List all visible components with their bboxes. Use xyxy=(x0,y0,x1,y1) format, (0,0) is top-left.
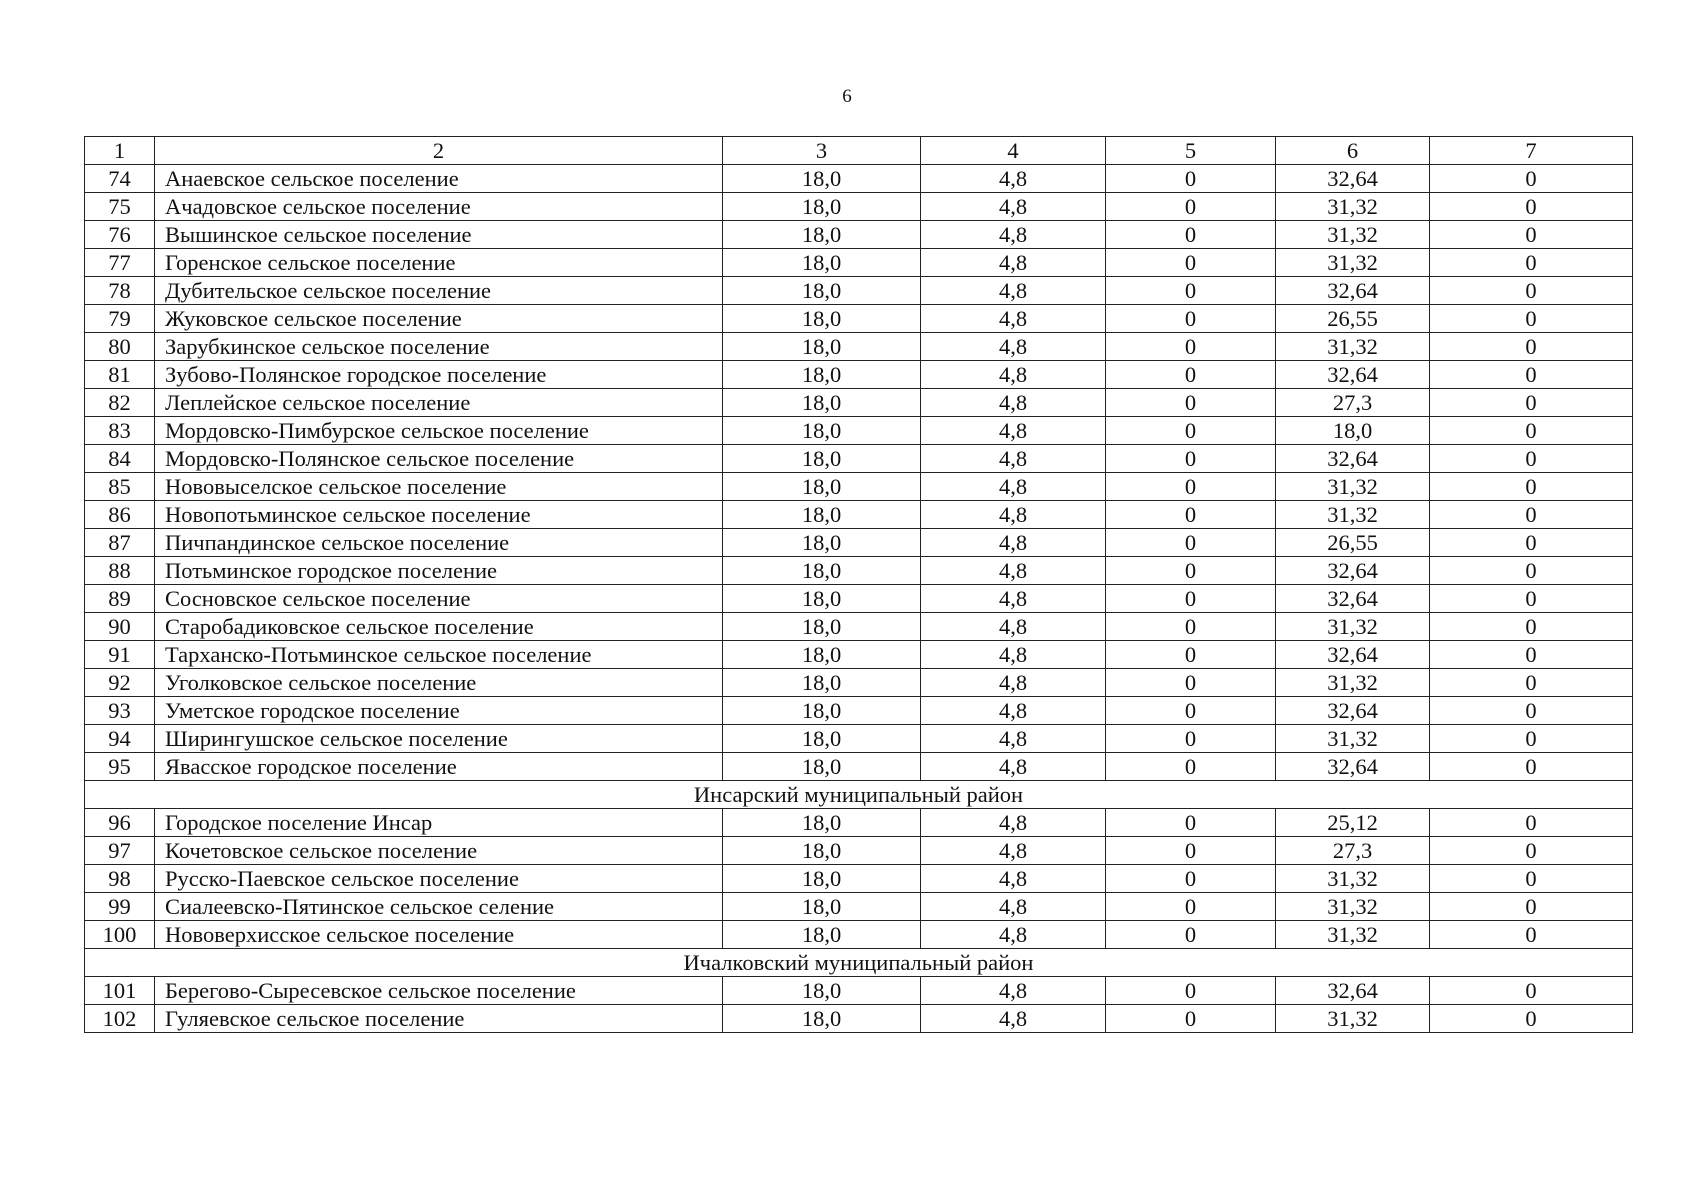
table-body xyxy=(85,165,1633,1033)
table-row xyxy=(85,501,1633,529)
col3-value-cell: 18,0 xyxy=(723,221,921,249)
col3-value-cell: 18,0 xyxy=(723,921,921,949)
col5-value-cell: 0 xyxy=(1106,921,1276,949)
col6-value-cell: 26,55 xyxy=(1276,305,1430,333)
row-number-cell: 84 xyxy=(85,445,155,473)
col3-value-cell: 18,0 xyxy=(723,417,921,445)
col6-value-cell: 31,32 xyxy=(1276,473,1430,501)
col3-value-cell: 18,0 xyxy=(723,557,921,585)
col4-value-cell: 4,8 xyxy=(921,361,1106,389)
section-header-row xyxy=(85,781,1633,809)
col7-value-cell: 0 xyxy=(1430,753,1633,781)
col6-value-cell: 18,0 xyxy=(1276,417,1430,445)
col7-value-cell: 0 xyxy=(1430,697,1633,725)
settlement-name-cell: Сосновское сельское поселение xyxy=(155,585,723,613)
settlement-name-cell: Ачадовское сельское поселение xyxy=(155,193,723,221)
col6-value-cell: 31,32 xyxy=(1276,893,1430,921)
col6-value-cell: 26,55 xyxy=(1276,529,1430,557)
col3-value-cell: 18,0 xyxy=(723,865,921,893)
col6-value-cell: 31,32 xyxy=(1276,193,1430,221)
row-number-cell: 87 xyxy=(85,529,155,557)
col6-value-cell: 31,32 xyxy=(1276,221,1430,249)
col4-value-cell: 4,8 xyxy=(921,837,1106,865)
table-row xyxy=(85,977,1633,1005)
col7-value-cell: 0 xyxy=(1430,865,1633,893)
col6-value-cell: 31,32 xyxy=(1276,501,1430,529)
col6-value-cell: 32,64 xyxy=(1276,445,1430,473)
col4-value-cell: 4,8 xyxy=(921,501,1106,529)
row-number-cell: 92 xyxy=(85,669,155,697)
col5-value-cell: 0 xyxy=(1106,445,1276,473)
settlement-name-cell: Кочетовское сельское поселение xyxy=(155,837,723,865)
settlement-name-cell: Мордовско-Пимбурское сельское поселение xyxy=(155,417,723,445)
col4-value-cell: 4,8 xyxy=(921,809,1106,837)
col7-value-cell: 0 xyxy=(1430,585,1633,613)
col5-value-cell: 0 xyxy=(1106,865,1276,893)
col6-value-cell: 27,3 xyxy=(1276,837,1430,865)
col7-value-cell: 0 xyxy=(1430,417,1633,445)
col6-value-cell: 32,64 xyxy=(1276,361,1430,389)
col3-value-cell: 18,0 xyxy=(723,333,921,361)
row-number-cell: 82 xyxy=(85,389,155,417)
settlement-name-cell: Новопотьминское сельское поселение xyxy=(155,501,723,529)
row-number-cell: 93 xyxy=(85,697,155,725)
settlement-name-cell: Ширингушское сельское поселение xyxy=(155,725,723,753)
col5-value-cell: 0 xyxy=(1106,1005,1276,1033)
header-cell-col5: 5 xyxy=(1106,137,1276,165)
row-number-cell: 81 xyxy=(85,361,155,389)
settlement-name-cell: Берегово-Сыресевское сельское поселение xyxy=(155,977,723,1005)
settlement-name-cell: Анаевское сельское поселение xyxy=(155,165,723,193)
col6-value-cell: 31,32 xyxy=(1276,249,1430,277)
header-cell-col4: 4 xyxy=(921,137,1106,165)
col3-value-cell: 18,0 xyxy=(723,977,921,1005)
settlement-name-cell: Городское поселение Инсар xyxy=(155,809,723,837)
col7-value-cell: 0 xyxy=(1430,669,1633,697)
table-row xyxy=(85,557,1633,585)
table-header-row xyxy=(85,137,1633,165)
row-number-cell: 86 xyxy=(85,501,155,529)
col7-value-cell: 0 xyxy=(1430,333,1633,361)
settlement-name-cell: Старобадиковское сельское поселение xyxy=(155,613,723,641)
row-number-cell: 75 xyxy=(85,193,155,221)
settlement-name-cell: Дубительское сельское поселение xyxy=(155,277,723,305)
row-number-cell: 95 xyxy=(85,753,155,781)
row-number-cell: 90 xyxy=(85,613,155,641)
section-header-row xyxy=(85,949,1633,977)
col5-value-cell: 0 xyxy=(1106,893,1276,921)
col5-value-cell: 0 xyxy=(1106,557,1276,585)
col6-value-cell: 31,32 xyxy=(1276,1005,1430,1033)
col3-value-cell: 18,0 xyxy=(723,501,921,529)
col5-value-cell: 0 xyxy=(1106,669,1276,697)
table-row xyxy=(85,277,1633,305)
col3-value-cell: 18,0 xyxy=(723,585,921,613)
header-cell-col1: 1 xyxy=(85,137,155,165)
col6-value-cell: 31,32 xyxy=(1276,725,1430,753)
col6-value-cell: 31,32 xyxy=(1276,865,1430,893)
col6-value-cell: 31,32 xyxy=(1276,669,1430,697)
col5-value-cell: 0 xyxy=(1106,389,1276,417)
col4-value-cell: 4,8 xyxy=(921,697,1106,725)
col5-value-cell: 0 xyxy=(1106,333,1276,361)
settlement-name-cell: Нововерхисское сельское поселение xyxy=(155,921,723,949)
row-number-cell: 101 xyxy=(85,977,155,1005)
col7-value-cell: 0 xyxy=(1430,501,1633,529)
col5-value-cell: 0 xyxy=(1106,361,1276,389)
row-number-cell: 96 xyxy=(85,809,155,837)
table-row xyxy=(85,641,1633,669)
col7-value-cell: 0 xyxy=(1430,893,1633,921)
col4-value-cell: 4,8 xyxy=(921,669,1106,697)
col7-value-cell: 0 xyxy=(1430,445,1633,473)
col3-value-cell: 18,0 xyxy=(723,669,921,697)
section-title: Ичалковский муниципальный район xyxy=(85,949,1633,977)
settlement-name-cell: Вышинское сельское поселение xyxy=(155,221,723,249)
row-number-cell: 97 xyxy=(85,837,155,865)
row-number-cell: 100 xyxy=(85,921,155,949)
col5-value-cell: 0 xyxy=(1106,473,1276,501)
col6-value-cell: 31,32 xyxy=(1276,333,1430,361)
col6-value-cell: 32,64 xyxy=(1276,165,1430,193)
settlement-name-cell: Нововыселское сельское поселение xyxy=(155,473,723,501)
settlements-table xyxy=(84,136,1633,1033)
settlement-name-cell: Зубово-Полянское городское поселение xyxy=(155,361,723,389)
row-number-cell: 89 xyxy=(85,585,155,613)
settlement-name-cell: Гуляевское сельское поселение xyxy=(155,1005,723,1033)
col4-value-cell: 4,8 xyxy=(921,277,1106,305)
col6-value-cell: 32,64 xyxy=(1276,641,1430,669)
col3-value-cell: 18,0 xyxy=(723,893,921,921)
col3-value-cell: 18,0 xyxy=(723,725,921,753)
col4-value-cell: 4,8 xyxy=(921,165,1106,193)
col4-value-cell: 4,8 xyxy=(921,893,1106,921)
section-title: Инсарский муниципальный район xyxy=(85,781,1633,809)
col4-value-cell: 4,8 xyxy=(921,417,1106,445)
col4-value-cell: 4,8 xyxy=(921,389,1106,417)
col7-value-cell: 0 xyxy=(1430,977,1633,1005)
col7-value-cell: 0 xyxy=(1430,809,1633,837)
col7-value-cell: 0 xyxy=(1430,249,1633,277)
col3-value-cell: 18,0 xyxy=(723,753,921,781)
col3-value-cell: 18,0 xyxy=(723,361,921,389)
col4-value-cell: 4,8 xyxy=(921,725,1106,753)
table-row xyxy=(85,221,1633,249)
col7-value-cell: 0 xyxy=(1430,305,1633,333)
table-row xyxy=(85,1005,1633,1033)
table-row xyxy=(85,669,1633,697)
settlement-name-cell: Сиалеевско-Пятинское сельское селение xyxy=(155,893,723,921)
col5-value-cell: 0 xyxy=(1106,837,1276,865)
settlement-name-cell: Тарханско-Потьминское сельское поселение xyxy=(155,641,723,669)
col4-value-cell: 4,8 xyxy=(921,333,1106,361)
col4-value-cell: 4,8 xyxy=(921,249,1106,277)
col3-value-cell: 18,0 xyxy=(723,613,921,641)
col5-value-cell: 0 xyxy=(1106,193,1276,221)
col7-value-cell: 0 xyxy=(1430,221,1633,249)
col3-value-cell: 18,0 xyxy=(723,1005,921,1033)
col7-value-cell: 0 xyxy=(1430,529,1633,557)
col6-value-cell: 32,64 xyxy=(1276,697,1430,725)
table-row xyxy=(85,893,1633,921)
table-row xyxy=(85,809,1633,837)
table-row xyxy=(85,865,1633,893)
row-number-cell: 98 xyxy=(85,865,155,893)
row-number-cell: 83 xyxy=(85,417,155,445)
col7-value-cell: 0 xyxy=(1430,277,1633,305)
col3-value-cell: 18,0 xyxy=(723,305,921,333)
settlement-name-cell: Явасское городское поселение xyxy=(155,753,723,781)
table-row xyxy=(85,473,1633,501)
table-row xyxy=(85,305,1633,333)
settlement-name-cell: Зарубкинское сельское поселение xyxy=(155,333,723,361)
col4-value-cell: 4,8 xyxy=(921,473,1106,501)
col7-value-cell: 0 xyxy=(1430,473,1633,501)
col7-value-cell: 0 xyxy=(1430,1005,1633,1033)
col7-value-cell: 0 xyxy=(1430,613,1633,641)
col5-value-cell: 0 xyxy=(1106,753,1276,781)
col4-value-cell: 4,8 xyxy=(921,529,1106,557)
table-row xyxy=(85,585,1633,613)
col4-value-cell: 4,8 xyxy=(921,921,1106,949)
col5-value-cell: 0 xyxy=(1106,725,1276,753)
col3-value-cell: 18,0 xyxy=(723,389,921,417)
col5-value-cell: 0 xyxy=(1106,809,1276,837)
col4-value-cell: 4,8 xyxy=(921,753,1106,781)
col3-value-cell: 18,0 xyxy=(723,837,921,865)
col4-value-cell: 4,8 xyxy=(921,305,1106,333)
col4-value-cell: 4,8 xyxy=(921,641,1106,669)
col7-value-cell: 0 xyxy=(1430,389,1633,417)
settlement-name-cell: Горенское сельское поселение xyxy=(155,249,723,277)
row-number-cell: 88 xyxy=(85,557,155,585)
settlement-name-cell: Жуковское сельское поселение xyxy=(155,305,723,333)
row-number-cell: 77 xyxy=(85,249,155,277)
col6-value-cell: 32,64 xyxy=(1276,277,1430,305)
col3-value-cell: 18,0 xyxy=(723,473,921,501)
col7-value-cell: 0 xyxy=(1430,557,1633,585)
col4-value-cell: 4,8 xyxy=(921,445,1106,473)
col5-value-cell: 0 xyxy=(1106,529,1276,557)
table-row xyxy=(85,249,1633,277)
row-number-cell: 99 xyxy=(85,893,155,921)
header-cell-col6: 6 xyxy=(1276,137,1430,165)
col7-value-cell: 0 xyxy=(1430,837,1633,865)
col6-value-cell: 27,3 xyxy=(1276,389,1430,417)
col7-value-cell: 0 xyxy=(1430,165,1633,193)
col4-value-cell: 4,8 xyxy=(921,193,1106,221)
col3-value-cell: 18,0 xyxy=(723,641,921,669)
col6-value-cell: 32,64 xyxy=(1276,557,1430,585)
col6-value-cell: 32,64 xyxy=(1276,753,1430,781)
table-row xyxy=(85,333,1633,361)
col7-value-cell: 0 xyxy=(1430,725,1633,753)
col4-value-cell: 4,8 xyxy=(921,557,1106,585)
col3-value-cell: 18,0 xyxy=(723,445,921,473)
col3-value-cell: 18,0 xyxy=(723,277,921,305)
col3-value-cell: 18,0 xyxy=(723,529,921,557)
row-number-cell: 91 xyxy=(85,641,155,669)
table-row xyxy=(85,361,1633,389)
page-number: 6 xyxy=(842,86,852,107)
col4-value-cell: 4,8 xyxy=(921,977,1106,1005)
header-cell-col7: 7 xyxy=(1430,137,1633,165)
col7-value-cell: 0 xyxy=(1430,921,1633,949)
row-number-cell: 85 xyxy=(85,473,155,501)
table-row xyxy=(85,697,1633,725)
settlement-name-cell: Уголковское сельское поселение xyxy=(155,669,723,697)
row-number-cell: 94 xyxy=(85,725,155,753)
row-number-cell: 80 xyxy=(85,333,155,361)
col3-value-cell: 18,0 xyxy=(723,249,921,277)
settlement-name-cell: Леплейское сельское поселение xyxy=(155,389,723,417)
col6-value-cell: 31,32 xyxy=(1276,921,1430,949)
col6-value-cell: 31,32 xyxy=(1276,613,1430,641)
col5-value-cell: 0 xyxy=(1106,221,1276,249)
col3-value-cell: 18,0 xyxy=(723,809,921,837)
col5-value-cell: 0 xyxy=(1106,305,1276,333)
settlement-name-cell: Мордовско-Полянское сельское поселение xyxy=(155,445,723,473)
col5-value-cell: 0 xyxy=(1106,165,1276,193)
row-number-cell: 102 xyxy=(85,1005,155,1033)
col5-value-cell: 0 xyxy=(1106,613,1276,641)
table-row xyxy=(85,753,1633,781)
col4-value-cell: 4,8 xyxy=(921,613,1106,641)
col6-value-cell: 25,12 xyxy=(1276,809,1430,837)
table-row xyxy=(85,529,1633,557)
table-row xyxy=(85,193,1633,221)
col5-value-cell: 0 xyxy=(1106,417,1276,445)
col3-value-cell: 18,0 xyxy=(723,193,921,221)
col6-value-cell: 32,64 xyxy=(1276,977,1430,1005)
col4-value-cell: 4,8 xyxy=(921,585,1106,613)
col4-value-cell: 4,8 xyxy=(921,865,1106,893)
col3-value-cell: 18,0 xyxy=(723,697,921,725)
row-number-cell: 79 xyxy=(85,305,155,333)
col7-value-cell: 0 xyxy=(1430,641,1633,669)
col5-value-cell: 0 xyxy=(1106,697,1276,725)
col5-value-cell: 0 xyxy=(1106,277,1276,305)
table-row xyxy=(85,837,1633,865)
col7-value-cell: 0 xyxy=(1430,193,1633,221)
col5-value-cell: 0 xyxy=(1106,501,1276,529)
row-number-cell: 76 xyxy=(85,221,155,249)
col5-value-cell: 0 xyxy=(1106,641,1276,669)
row-number-cell: 78 xyxy=(85,277,155,305)
header-cell-col2: 2 xyxy=(155,137,723,165)
settlement-name-cell: Потьминское городское поселение xyxy=(155,557,723,585)
col4-value-cell: 4,8 xyxy=(921,221,1106,249)
col4-value-cell: 4,8 xyxy=(921,1005,1106,1033)
col3-value-cell: 18,0 xyxy=(723,165,921,193)
table-row xyxy=(85,445,1633,473)
col5-value-cell: 0 xyxy=(1106,585,1276,613)
header-cell-col3: 3 xyxy=(723,137,921,165)
table-row xyxy=(85,165,1633,193)
row-number-cell: 74 xyxy=(85,165,155,193)
settlement-name-cell: Русско-Паевское сельское поселение xyxy=(155,865,723,893)
table-row xyxy=(85,613,1633,641)
table-row xyxy=(85,921,1633,949)
col7-value-cell: 0 xyxy=(1430,361,1633,389)
col5-value-cell: 0 xyxy=(1106,249,1276,277)
settlement-name-cell: Уметское городское поселение xyxy=(155,697,723,725)
table-row xyxy=(85,389,1633,417)
table-row xyxy=(85,417,1633,445)
col5-value-cell: 0 xyxy=(1106,977,1276,1005)
col6-value-cell: 32,64 xyxy=(1276,585,1430,613)
settlement-name-cell: Пичпандинское сельское поселение xyxy=(155,529,723,557)
table-row xyxy=(85,725,1633,753)
